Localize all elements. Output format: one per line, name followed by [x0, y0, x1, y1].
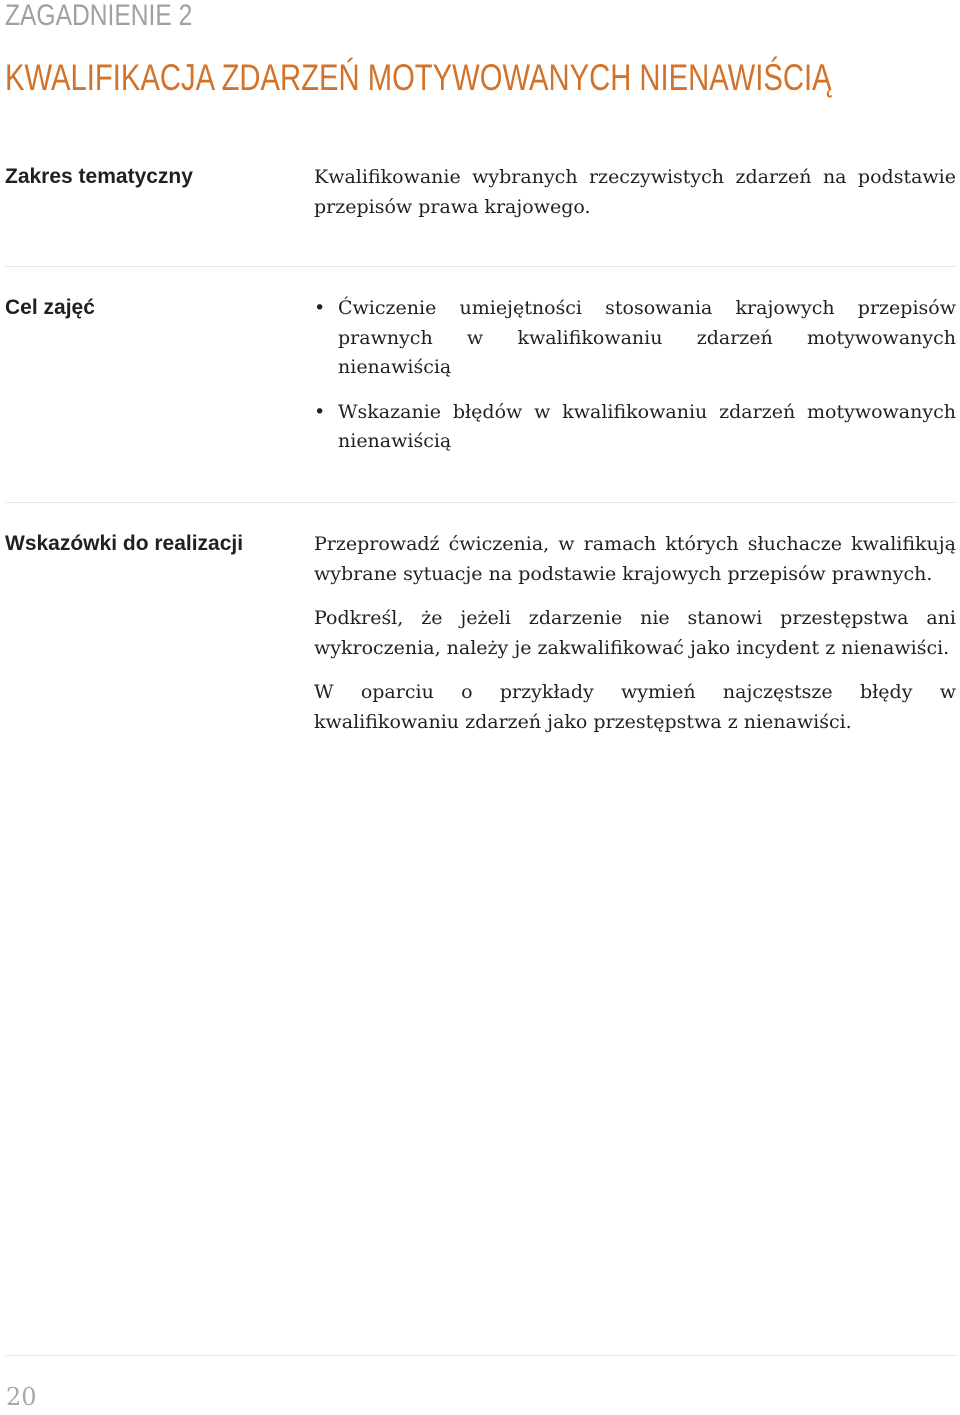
topic-title: KWALIFIKACJA ZDARZEŃ MOTYWOWANYCH NIENAWIŚCIĄ [5, 57, 832, 98]
bullet-icon: • [314, 297, 326, 319]
goal-item-text: Ćwiczenie umiejętności stosowania krajowych przepisów prawnych w kwalifikowaniu zdarzeń motywowanych nienawiścią [338, 297, 956, 378]
section-divider [5, 502, 956, 503]
bullet-icon: • [314, 400, 326, 423]
footer-divider [5, 1355, 956, 1356]
section-label-guidance: Wskazówki do realizacji [5, 532, 244, 555]
section-label-scope: Zakres tematyczny [5, 165, 193, 188]
scope-text: Kwalifikowanie wybranych rzeczywistych zdarzeń na podstawie przepisów prawa krajowego. [314, 166, 956, 218]
guidance-paragraph: Przeprowadź ćwiczenia, w ramach których słuchacze kwalifikują wybrane sytuacje na podstawie krajowych przepisów prawnych. [314, 533, 956, 585]
guidance-paragraph: W oparciu o przykłady wymień najczęstsze błędy w kwalifikowaniu zdarzeń jako przestępstwa z nienawiści. [314, 681, 956, 733]
section-label-goal: Cel zajęć [5, 296, 95, 319]
section-body-scope [314, 163, 956, 237]
topic-kicker: ZAGADNIENIE 2 [5, 0, 193, 32]
section-body-guidance [314, 530, 956, 752]
section-body-goal [314, 294, 956, 472]
list-item [314, 398, 956, 457]
page-number: 20 [6, 1383, 37, 1411]
guidance-paragraph: Podkreśl, że jeżeli zdarzenie nie stanowi przestępstwa ani wykroczenia, należy je zakwalifikować jako incydent z nienawiści. [314, 607, 956, 659]
goal-item-text: Wskazanie błędów w kwalifikowaniu zdarzeń motywowanych nienawiścią [338, 400, 956, 452]
goal-list [314, 294, 956, 457]
list-item [314, 294, 956, 383]
section-divider [5, 266, 956, 267]
